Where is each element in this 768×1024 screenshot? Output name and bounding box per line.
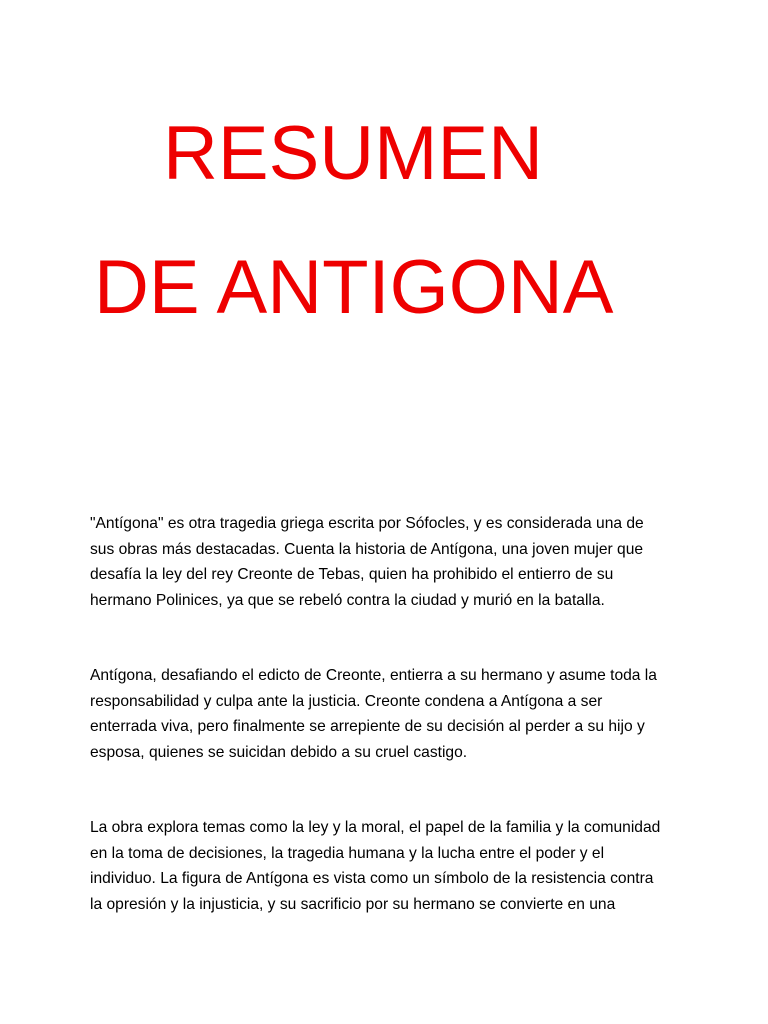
- paragraph-line: enterrada viva, pero finalmente se arrepiente de su decisión al perder a su hijo y: [90, 718, 645, 735]
- paragraph-line: responsabilidad y culpa ante la justicia. Creonte condena a Antígona a ser: [90, 692, 603, 710]
- paragraph-line: en la toma de decisiones, la tragedia humana y la lucha entre el poder y el: [90, 844, 605, 862]
- paragraph-line: individuo. La figura de Antígona es vista como un símbolo de la resistencia contra: [90, 870, 654, 887]
- document-title-line-1: RESUMEN: [163, 111, 544, 196]
- document-title-line-2: DE ANTIGONA: [94, 245, 614, 330]
- paragraph-line: sus obras más destacadas. Cuenta la historia de Antígona, una joven mujer que: [90, 540, 644, 558]
- paragraph-line: "Antígona" es otra tragedia griega escrita por Sófocles, y es considerada una de: [90, 515, 644, 532]
- paragraph-line: hermano Polinices, ya que se rebeló contra la ciudad y murió en la batalla.: [90, 591, 605, 609]
- paragraph-themes: [90, 815, 690, 917]
- paragraph-plot: [90, 663, 690, 765]
- paragraph-line: esposa, quienes se suicidan debido a su cruel castigo.: [90, 743, 468, 761]
- paragraph-line: la opresión y la injusticia, y su sacrificio por su hermano se convierte en una: [90, 895, 616, 913]
- paragraph-line: desafía la ley del rey Creonte de Tebas, quien ha prohibido el entierro de su: [90, 566, 614, 583]
- paragraph-intro: [90, 511, 690, 613]
- paragraph-line: Antígona, desafiando el edicto de Creonte, entierra a su hermano y asume toda la: [90, 667, 657, 684]
- paragraph-line: La obra explora temas como la ley y la moral, el papel de la familia y la comunidad: [90, 819, 661, 836]
